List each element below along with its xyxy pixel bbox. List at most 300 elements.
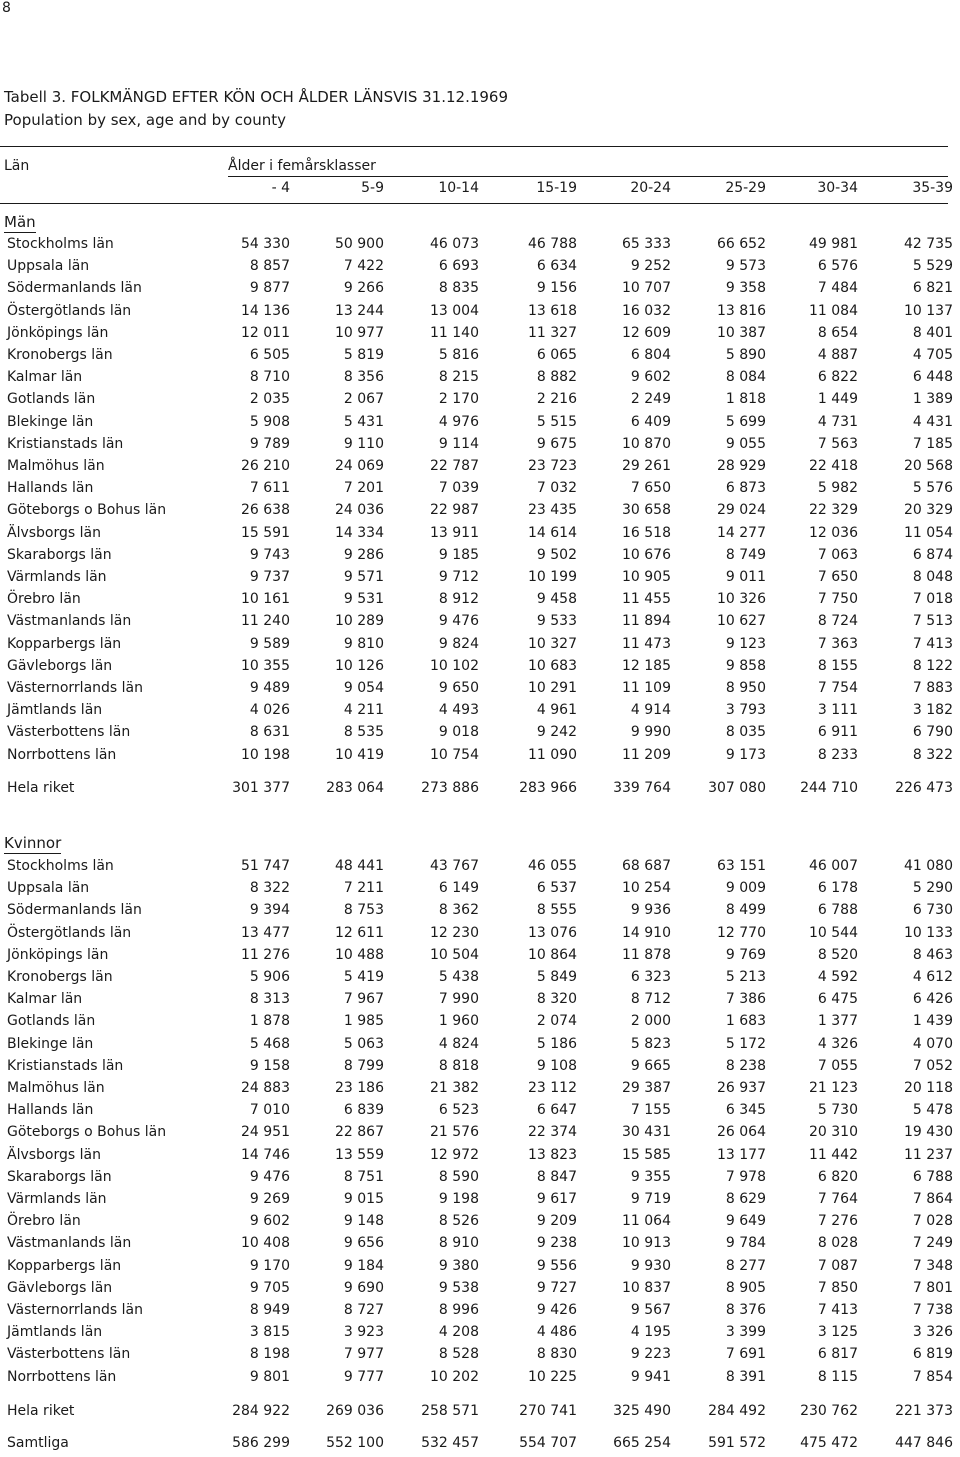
table-cell: 6 822: [817, 369, 858, 385]
table-cell: 554 707: [519, 1435, 577, 1451]
table-row: [0, 1302, 960, 1324]
total-row: [0, 780, 960, 802]
table-row: [0, 303, 960, 325]
table-cell: 7 864: [912, 1191, 953, 1207]
table-row: [0, 480, 960, 502]
table-cell: 9 242: [536, 724, 577, 740]
county-name: Stockholms län: [7, 236, 114, 252]
table-cell: 8 198: [249, 1346, 290, 1362]
table-row: [0, 1191, 960, 1213]
table-cell: 7 850: [817, 1280, 858, 1296]
table-cell: 8 753: [343, 902, 384, 918]
table-cell: 22 787: [430, 458, 479, 474]
table-cell: 22 374: [528, 1124, 577, 1140]
county-name: Göteborgs o Bohus län: [7, 1124, 167, 1140]
table-row: [0, 236, 960, 258]
table-cell: 9 719: [630, 1191, 671, 1207]
table-cell: 5 213: [725, 969, 766, 985]
county-name: Västerbottens län: [7, 1346, 131, 1362]
county-name: Jönköpings län: [7, 325, 109, 341]
table-cell: 8 631: [249, 724, 290, 740]
table-cell: 10 202: [430, 1369, 479, 1385]
table-cell: 46 073: [430, 236, 479, 252]
table-cell: 270 741: [519, 1403, 577, 1419]
table-cell: 7 738: [912, 1302, 953, 1318]
table-cell: 10 870: [622, 436, 671, 452]
table-cell: 14 910: [622, 925, 671, 941]
table-row: [0, 858, 960, 880]
table-cell: 9 824: [438, 636, 479, 652]
table-cell: 7 155: [630, 1102, 671, 1118]
table-cell: 10 864: [528, 947, 577, 963]
table-cell: 8 751: [343, 1169, 384, 1185]
table-cell: 5 515: [536, 414, 577, 430]
table-cell: 8 376: [725, 1302, 766, 1318]
county-name: Gotlands län: [7, 391, 96, 407]
table-cell: 41 080: [904, 858, 953, 874]
table-cell: 11 327: [528, 325, 577, 341]
table-cell: 10 754: [430, 747, 479, 763]
table-cell: 9 801: [249, 1369, 290, 1385]
table-cell: 9 936: [630, 902, 671, 918]
table-cell: 3 923: [343, 1324, 384, 1340]
table-cell: 6 817: [817, 1346, 858, 1362]
table-row: [0, 458, 960, 480]
table-cell: 12 611: [335, 925, 384, 941]
county-name: Kalmar län: [7, 991, 83, 1007]
table-cell: 9 941: [630, 1369, 671, 1385]
county-name: Västernorrlands län: [7, 1302, 143, 1318]
table-cell: 9 198: [438, 1191, 479, 1207]
table-cell: 13 177: [717, 1147, 766, 1163]
county-name: Gävleborgs län: [7, 1280, 113, 1296]
table-cell: 7 386: [725, 991, 766, 1007]
table-cell: 3 793: [725, 702, 766, 718]
table-cell: 9 858: [725, 658, 766, 674]
table-cell: 258 571: [421, 1403, 479, 1419]
total-row: [0, 1403, 960, 1425]
table-row: [0, 391, 960, 413]
table-cell: 20 310: [809, 1124, 858, 1140]
table-cell: 4 326: [817, 1036, 858, 1052]
table-cell: 9 055: [725, 436, 766, 452]
table-cell: 9 650: [438, 680, 479, 696]
table-cell: 4 070: [912, 1036, 953, 1052]
table-cell: 9 589: [249, 636, 290, 652]
table-cell: 19 430: [904, 1124, 953, 1140]
table-cell: 6 873: [725, 480, 766, 496]
table-cell: 9 489: [249, 680, 290, 696]
header-rule-bottom: [0, 203, 948, 204]
table-cell: 7 764: [817, 1191, 858, 1207]
table-cell: 1 960: [438, 1013, 479, 1029]
table-cell: 7 413: [912, 636, 953, 652]
table-cell: 9 567: [630, 1302, 671, 1318]
county-name: Värmlands län: [7, 569, 107, 585]
table-cell: 15 585: [622, 1147, 671, 1163]
table-cell: 9 538: [438, 1280, 479, 1296]
table-cell: 5 816: [438, 347, 479, 363]
table-cell: 10 355: [241, 658, 290, 674]
table-cell: 9 877: [249, 280, 290, 296]
table-cell: 6 426: [912, 991, 953, 1007]
table-cell: 14 746: [241, 1147, 290, 1163]
table-cell: 9 269: [249, 1191, 290, 1207]
county-name: Skaraborgs län: [7, 1169, 112, 1185]
table-cell: 24 069: [335, 458, 384, 474]
table-cell: 10 905: [622, 569, 671, 585]
table-cell: 6 409: [630, 414, 671, 430]
table-cell: 14 277: [717, 525, 766, 541]
table-cell: 11 209: [622, 747, 671, 763]
county-name: Kronobergs län: [7, 969, 113, 985]
table-cell: 5 478: [912, 1102, 953, 1118]
table-cell: 9 990: [630, 724, 671, 740]
table-cell: 10 504: [430, 947, 479, 963]
table-cell: 273 886: [421, 780, 479, 796]
county-name: Hela riket: [7, 780, 75, 796]
county-name: Kristianstads län: [7, 436, 124, 452]
table-cell: 7 039: [438, 480, 479, 496]
table-cell: 8 882: [536, 369, 577, 385]
table-cell: 9 223: [630, 1346, 671, 1362]
table-row: [0, 969, 960, 991]
table-cell: 8 799: [343, 1058, 384, 1074]
table-cell: 10 161: [241, 591, 290, 607]
table-cell: 9 394: [249, 902, 290, 918]
table-cell: 5 982: [817, 480, 858, 496]
age-group-header-cell: 15-19: [536, 180, 577, 196]
table-cell: 14 136: [241, 303, 290, 319]
table-cell: 6 874: [912, 547, 953, 563]
county-name: Västernorrlands län: [7, 680, 143, 696]
table-cell: 5 431: [343, 414, 384, 430]
table-cell: 5 849: [536, 969, 577, 985]
table-cell: 9 556: [536, 1258, 577, 1274]
table-cell: 7 883: [912, 680, 953, 696]
section-title: [4, 834, 61, 854]
table-cell: 591 572: [708, 1435, 766, 1451]
county-name: Hallands län: [7, 1102, 94, 1118]
table-cell: 8 835: [438, 280, 479, 296]
table-cell: 5 890: [725, 347, 766, 363]
table-cell: 5 186: [536, 1036, 577, 1052]
table-cell: 2 035: [249, 391, 290, 407]
table-cell: 13 559: [335, 1147, 384, 1163]
table-cell: 26 210: [241, 458, 290, 474]
table-cell: 4 592: [817, 969, 858, 985]
table-cell: 2 000: [630, 1013, 671, 1029]
table-cell: 9 476: [249, 1169, 290, 1185]
county-name: Hela riket: [7, 1403, 75, 1419]
table-cell: 29 261: [622, 458, 671, 474]
table-cell: 5 699: [725, 414, 766, 430]
table-row: [0, 680, 960, 702]
county-name: Malmöhus län: [7, 1080, 105, 1096]
table-cell: 9 009: [725, 880, 766, 896]
table-cell: 20 329: [904, 502, 953, 518]
section-title: [4, 213, 36, 233]
county-name: Blekinge län: [7, 414, 94, 430]
table-cell: 8 313: [249, 991, 290, 1007]
table-cell: 6 839: [343, 1102, 384, 1118]
table-cell: 8 847: [536, 1169, 577, 1185]
table-cell: 1 439: [912, 1013, 953, 1029]
table-cell: 8 499: [725, 902, 766, 918]
table-cell: 10 408: [241, 1235, 290, 1251]
table-cell: 339 764: [613, 780, 671, 796]
table-cell: 284 922: [232, 1403, 290, 1419]
table-cell: 30 431: [622, 1124, 671, 1140]
table-cell: 8 463: [912, 947, 953, 963]
table-row: [0, 991, 960, 1013]
county-name: Hallands län: [7, 480, 94, 496]
table-cell: 8 035: [725, 724, 766, 740]
table-row: [0, 1213, 960, 1235]
table-cell: 10 488: [335, 947, 384, 963]
table-cell: 13 004: [430, 303, 479, 319]
table-cell: 16 518: [622, 525, 671, 541]
table-row: [0, 591, 960, 613]
table-cell: 307 080: [708, 780, 766, 796]
table-cell: 15 591: [241, 525, 290, 541]
table-cell: 8 724: [817, 613, 858, 629]
table-cell: 7 276: [817, 1213, 858, 1229]
table-cell: 4 026: [249, 702, 290, 718]
table-cell: 2 170: [438, 391, 479, 407]
table-cell: 9 617: [536, 1191, 577, 1207]
table-cell: 8 727: [343, 1302, 384, 1318]
table-row: [0, 1102, 960, 1124]
table-cell: 7 990: [438, 991, 479, 1007]
table-cell: 5 730: [817, 1102, 858, 1118]
table-cell: 11 109: [622, 680, 671, 696]
table-row: [0, 569, 960, 591]
table-cell: 13 076: [528, 925, 577, 941]
table-cell: 2 216: [536, 391, 577, 407]
table-cell: 9 286: [343, 547, 384, 563]
table-cell: 10 837: [622, 1280, 671, 1296]
section-title-text: Kvinnor: [4, 834, 62, 852]
table-row: [0, 880, 960, 902]
table-row: [0, 280, 960, 302]
county-name: Älvsborgs län: [7, 525, 101, 541]
table-cell: 8 320: [536, 991, 577, 1007]
table-cell: 9 777: [343, 1369, 384, 1385]
table-cell: 4 961: [536, 702, 577, 718]
table-cell: 6 634: [536, 258, 577, 274]
table-cell: 9 426: [536, 1302, 577, 1318]
table-cell: 7 211: [343, 880, 384, 896]
table-cell: 51 747: [241, 858, 290, 874]
table-cell: 6 149: [438, 880, 479, 896]
table-cell: 6 475: [817, 991, 858, 1007]
county-name: Södermanlands län: [7, 902, 142, 918]
table-cell: 7 010: [249, 1102, 290, 1118]
table-cell: 8 391: [725, 1369, 766, 1385]
table-row: [0, 369, 960, 391]
table-cell: 7 055: [817, 1058, 858, 1074]
age-group-header-cell: 10-14: [438, 180, 479, 196]
table-cell: 4 195: [630, 1324, 671, 1340]
table-cell: 5 290: [912, 880, 953, 896]
table-cell: 5 063: [343, 1036, 384, 1052]
table-cell: 4 493: [438, 702, 479, 718]
table-cell: 10 544: [809, 925, 858, 941]
county-name: Stockholms län: [7, 858, 114, 874]
table-cell: 5 576: [912, 480, 953, 496]
table-cell: 9 602: [249, 1213, 290, 1229]
county-name: Uppsala län: [7, 258, 90, 274]
table-cell: 7 087: [817, 1258, 858, 1274]
table-cell: 6 065: [536, 347, 577, 363]
table-cell: 1 818: [725, 391, 766, 407]
table-cell: 284 492: [708, 1403, 766, 1419]
county-name: Blekinge län: [7, 1036, 94, 1052]
table-cell: 3 815: [249, 1324, 290, 1340]
table-cell: 10 199: [528, 569, 577, 585]
table-cell: 3 125: [817, 1324, 858, 1340]
table-cell: 11 894: [622, 613, 671, 629]
table-cell: 10 126: [335, 658, 384, 674]
table-cell: 244 710: [800, 780, 858, 796]
table-cell: 7 422: [343, 258, 384, 274]
table-cell: 6 448: [912, 369, 953, 385]
table-row: [0, 1036, 960, 1058]
table-cell: 283 064: [326, 780, 384, 796]
age-group-header-cell: 30-34: [817, 180, 858, 196]
table-cell: 21 576: [430, 1124, 479, 1140]
table-cell: 9 769: [725, 947, 766, 963]
table-cell: 10 683: [528, 658, 577, 674]
table-cell: 9 649: [725, 1213, 766, 1229]
table-cell: 11 054: [904, 525, 953, 541]
table-cell: 4 431: [912, 414, 953, 430]
table-cell: 9 602: [630, 369, 671, 385]
table-cell: 7 513: [912, 613, 953, 629]
county-column-header: Län: [4, 158, 30, 174]
table-cell: 6 788: [817, 902, 858, 918]
table-cell: 10 289: [335, 613, 384, 629]
table-cell: 7 650: [630, 480, 671, 496]
table-row: [0, 1369, 960, 1391]
table-cell: 11 140: [430, 325, 479, 341]
county-name: Östergötlands län: [7, 303, 132, 319]
table-cell: 6 788: [912, 1169, 953, 1185]
table-cell: 3 182: [912, 702, 953, 718]
county-name: Göteborgs o Bohus län: [7, 502, 167, 518]
table-cell: 7 484: [817, 280, 858, 296]
table-cell: 8 712: [630, 991, 671, 1007]
table-cell: 23 435: [528, 502, 577, 518]
table-cell: 8 122: [912, 658, 953, 674]
table-cell: 13 816: [717, 303, 766, 319]
table-cell: 9 458: [536, 591, 577, 607]
county-name: Älvsborgs län: [7, 1147, 101, 1163]
table-cell: 7 978: [725, 1169, 766, 1185]
table-cell: 13 911: [430, 525, 479, 541]
table-cell: 9 156: [536, 280, 577, 296]
table-cell: 6 323: [630, 969, 671, 985]
table-cell: 24 951: [241, 1124, 290, 1140]
table-cell: 12 185: [622, 658, 671, 674]
table-cell: 9 184: [343, 1258, 384, 1274]
table-cell: 7 801: [912, 1280, 953, 1296]
county-name: Jönköpings län: [7, 947, 109, 963]
county-name: Västmanlands län: [7, 613, 132, 629]
table-cell: 7 249: [912, 1235, 953, 1251]
table-cell: 1 389: [912, 391, 953, 407]
table-row: [0, 636, 960, 658]
county-name: Kalmar län: [7, 369, 83, 385]
table-cell: 68 687: [622, 858, 671, 874]
table-cell: 9 114: [438, 436, 479, 452]
table-cell: 10 102: [430, 658, 479, 674]
table-cell: 20 118: [904, 1080, 953, 1096]
table-cell: 8 749: [725, 547, 766, 563]
table-cell: 8 048: [912, 569, 953, 585]
table-cell: 10 387: [717, 325, 766, 341]
table-cell: 4 211: [343, 702, 384, 718]
age-group-header-cell: - 4: [271, 180, 290, 196]
table-cell: 11 442: [809, 1147, 858, 1163]
table-cell: 12 972: [430, 1147, 479, 1163]
table-cell: 221 373: [895, 1403, 953, 1419]
table-cell: 22 329: [809, 502, 858, 518]
table-cell: 1 985: [343, 1013, 384, 1029]
table-cell: 7 063: [817, 547, 858, 563]
table-cell: 9 531: [343, 591, 384, 607]
table-row: [0, 1169, 960, 1191]
table-row: [0, 414, 960, 436]
table-cell: 7 691: [725, 1346, 766, 1362]
table-row: [0, 947, 960, 969]
county-name: Kronobergs län: [7, 347, 113, 363]
table-row: [0, 1147, 960, 1169]
county-name: Jämtlands län: [7, 702, 103, 718]
table-cell: 9 170: [249, 1258, 290, 1274]
age-group-header-cell: 5-9: [361, 180, 384, 196]
table-cell: 8 401: [912, 325, 953, 341]
table-cell: 9 358: [725, 280, 766, 296]
county-name: Värmlands län: [7, 1191, 107, 1207]
table-cell: 7 563: [817, 436, 858, 452]
table-cell: 11 455: [622, 591, 671, 607]
table-cell: 665 254: [613, 1435, 671, 1451]
table-cell: 7 754: [817, 680, 858, 696]
table-cell: 66 652: [717, 236, 766, 252]
table-cell: 9 705: [249, 1280, 290, 1296]
table-cell: 8 215: [438, 369, 479, 385]
table-row: [0, 702, 960, 724]
table-cell: 283 966: [519, 780, 577, 796]
table-cell: 11 090: [528, 747, 577, 763]
table-cell: 4 208: [438, 1324, 479, 1340]
table-cell: 10 225: [528, 1369, 577, 1385]
table-cell: 4 976: [438, 414, 479, 430]
table-row: [0, 502, 960, 524]
table-row: [0, 347, 960, 369]
table-cell: 9 571: [343, 569, 384, 585]
header-rule-top: [0, 146, 948, 147]
table-cell: 49 981: [809, 236, 858, 252]
table-cell: 325 490: [613, 1403, 671, 1419]
table-cell: 586 299: [232, 1435, 290, 1451]
county-name: Kristianstads län: [7, 1058, 124, 1074]
county-name: Norrbottens län: [7, 1369, 117, 1385]
table-cell: 29 387: [622, 1080, 671, 1096]
table-cell: 9 656: [343, 1235, 384, 1251]
